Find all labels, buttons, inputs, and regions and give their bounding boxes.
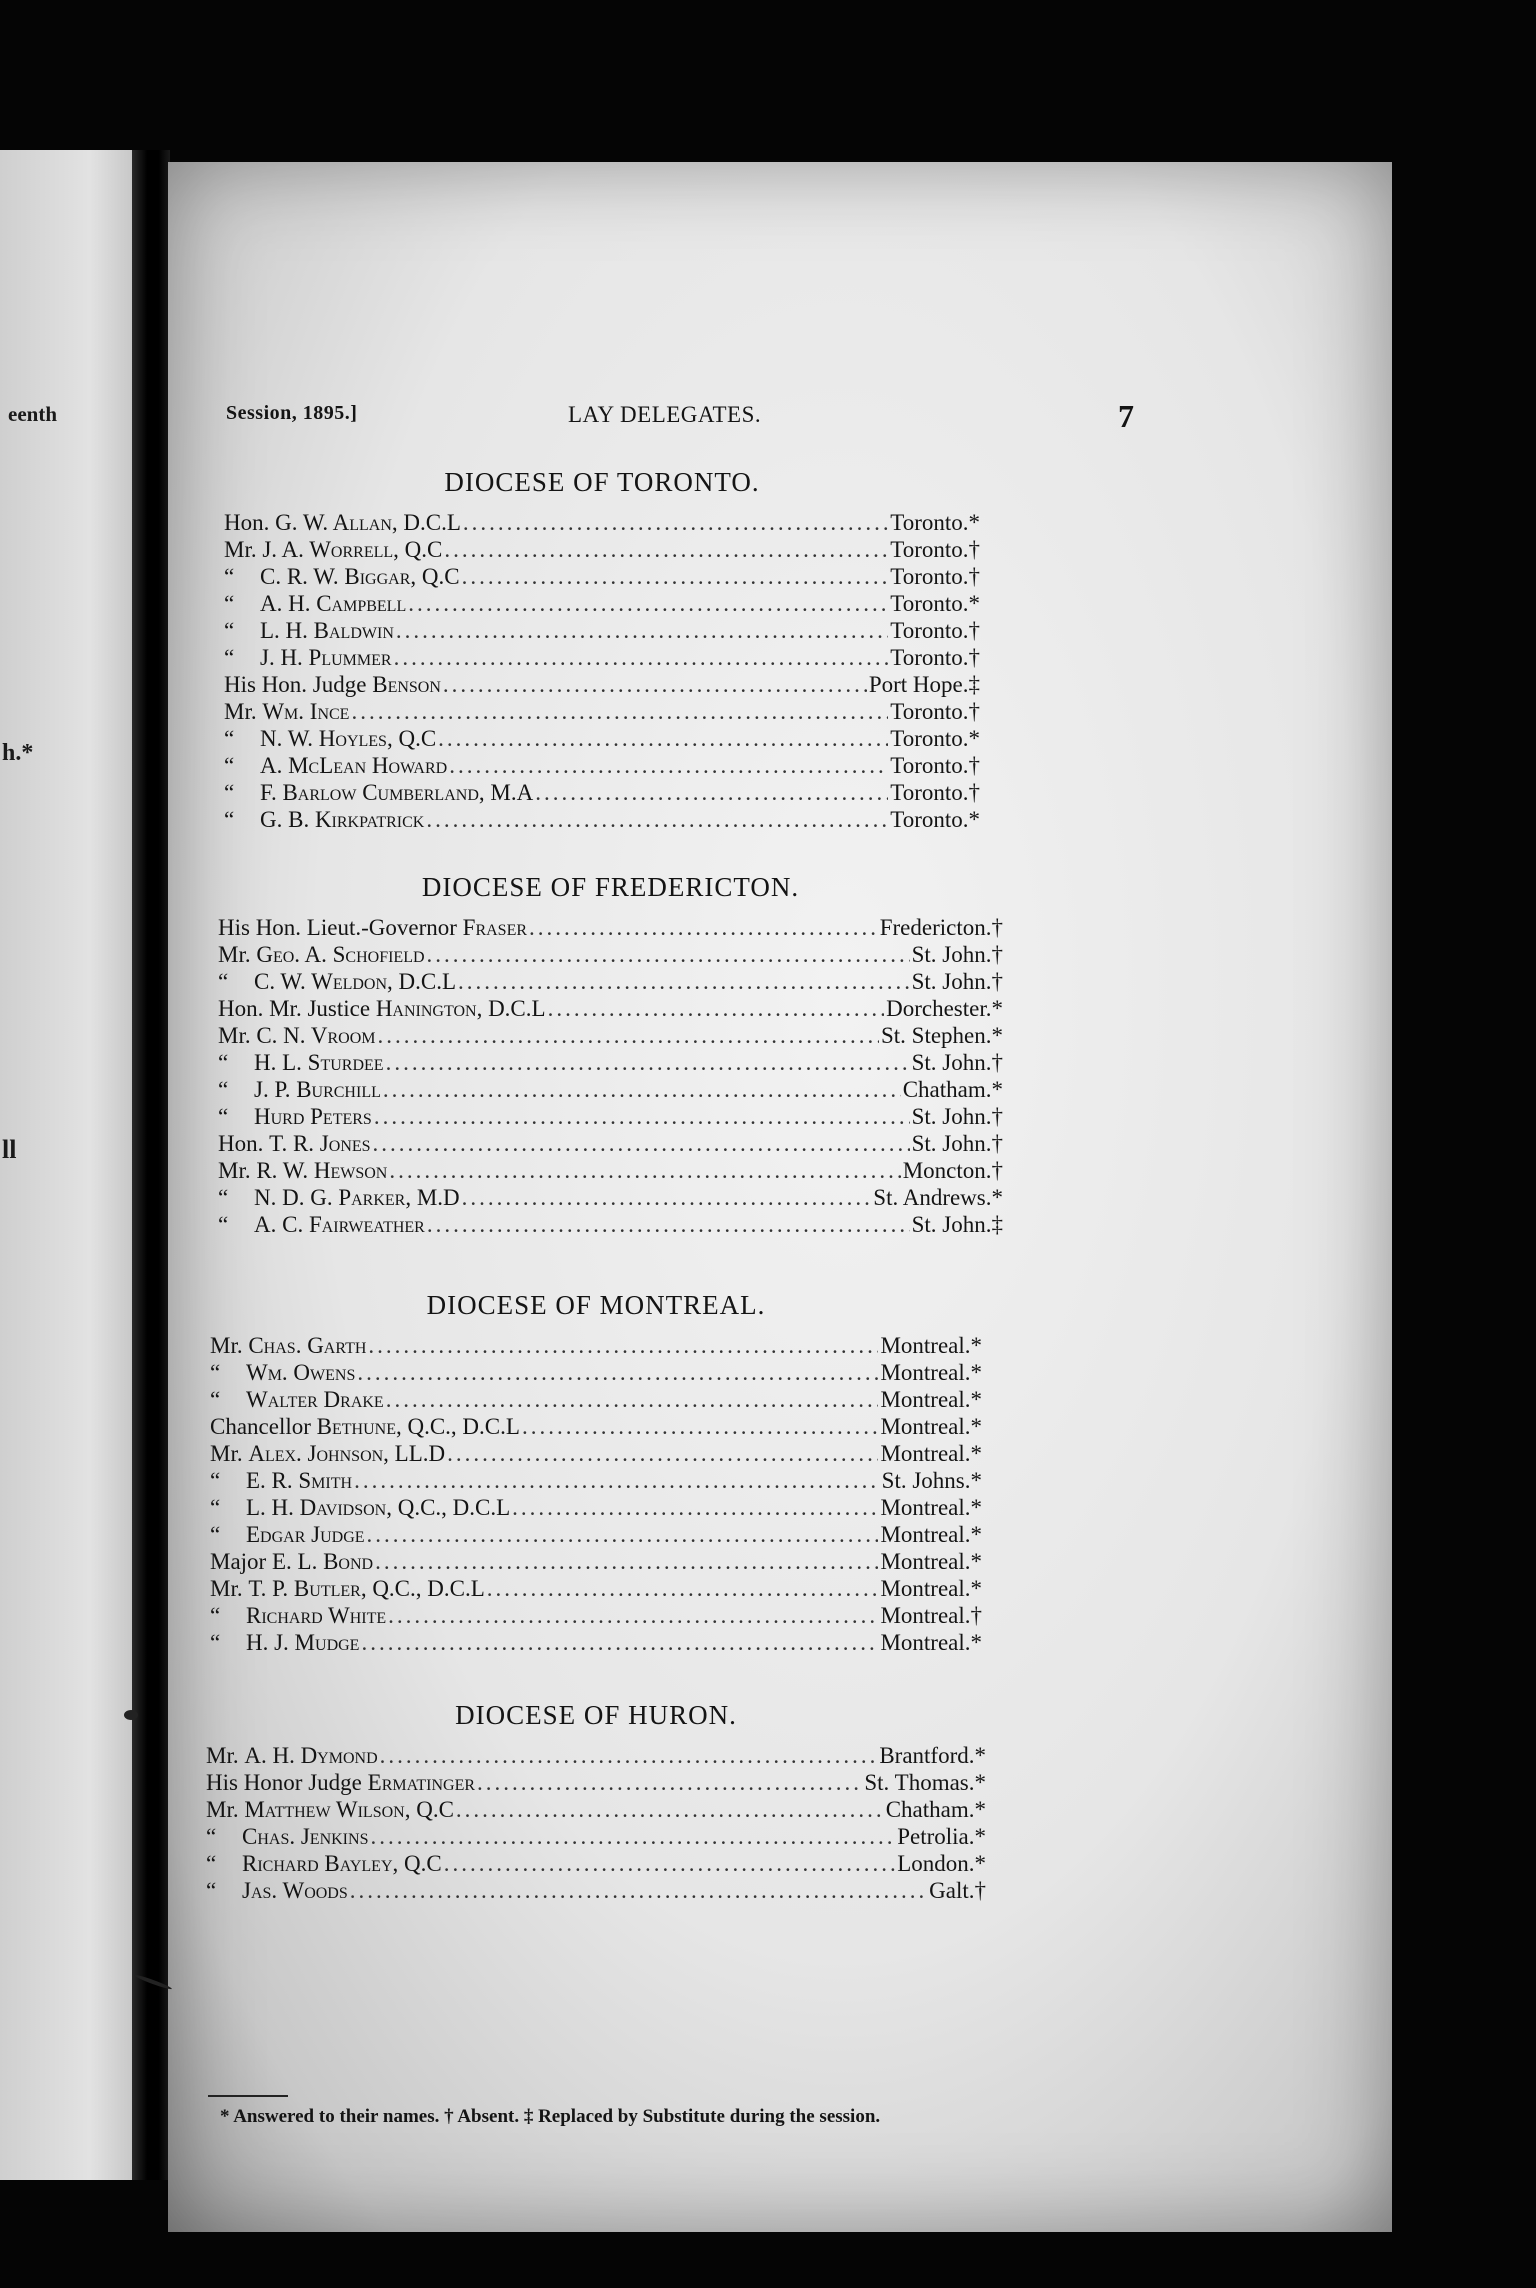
delegate-place: Toronto.† bbox=[890, 537, 980, 562]
delegate-place: St. John.† bbox=[911, 942, 1003, 967]
ditto-mark: “ bbox=[224, 591, 235, 616]
delegate-row bbox=[224, 699, 980, 726]
dot-leader bbox=[438, 726, 888, 752]
delegate-name bbox=[218, 1023, 376, 1049]
delegate-place: Montreal.* bbox=[880, 1360, 982, 1385]
delegate-title: Chancellor bbox=[210, 1414, 311, 1439]
delegate-title: Hon. Mr. Justice bbox=[218, 996, 371, 1021]
delegate-place: Port Hope.‡ bbox=[868, 672, 980, 697]
delegate-name bbox=[206, 1851, 442, 1877]
delegate-name bbox=[210, 1576, 485, 1602]
delegate-name bbox=[210, 1414, 520, 1440]
dot-leader bbox=[378, 1023, 879, 1049]
delegate-surname: Hurd Peters bbox=[254, 1104, 372, 1129]
delegate-surname: C. R. W. Biggar, Q.C bbox=[260, 564, 460, 589]
running-header-session: Session, 1895.] bbox=[226, 402, 358, 424]
delegate-place: Galt.† bbox=[929, 1878, 986, 1903]
delegate-title: His Hon. Judge bbox=[224, 672, 367, 697]
delegate-place: St. John.‡ bbox=[911, 1212, 1003, 1237]
delegate-place: Toronto.† bbox=[890, 564, 980, 589]
delegate-title: Mr. bbox=[206, 1797, 239, 1822]
delegate-place: Petrolia.* bbox=[897, 1824, 986, 1849]
dot-leader bbox=[447, 1441, 878, 1467]
delegate-row bbox=[210, 1414, 982, 1441]
delegate-row bbox=[206, 1878, 986, 1905]
book-gutter bbox=[132, 150, 170, 2180]
delegate-name bbox=[210, 1522, 365, 1548]
delegate-name bbox=[206, 1770, 475, 1796]
ditto-mark: “ bbox=[210, 1603, 221, 1628]
delegate-place: St. Andrews.* bbox=[873, 1185, 1003, 1210]
delegate-surname: T. R. Jones bbox=[269, 1131, 371, 1156]
dot-leader bbox=[426, 807, 888, 833]
dot-leader bbox=[389, 1158, 900, 1184]
ditto-mark: “ bbox=[218, 969, 229, 994]
delegate-name bbox=[224, 510, 461, 536]
delegate-place: Montreal.* bbox=[880, 1441, 982, 1466]
delegate-place: Toronto.* bbox=[890, 807, 980, 832]
delegate-name bbox=[224, 699, 349, 725]
ditto-mark: “ bbox=[210, 1522, 221, 1547]
dot-leader bbox=[458, 969, 910, 995]
delegate-surname: C. W. Weldon, D.C.L bbox=[254, 969, 457, 994]
delegate-row bbox=[218, 969, 1003, 996]
dot-leader bbox=[477, 1770, 862, 1796]
delegate-place: Montreal.* bbox=[880, 1576, 982, 1601]
delegate-surname: G. W. Allan, D.C.L bbox=[275, 510, 461, 535]
delegate-surname: R. W. Hewson bbox=[256, 1158, 388, 1183]
delegate-row bbox=[210, 1387, 982, 1414]
delegate-row bbox=[224, 780, 980, 807]
delegate-name bbox=[224, 807, 424, 833]
left-page-fragment: ll bbox=[2, 1135, 17, 1164]
delegate-row bbox=[210, 1630, 982, 1657]
dot-leader bbox=[386, 1387, 879, 1413]
delegate-place: Montreal.† bbox=[880, 1603, 982, 1628]
delegate-name bbox=[210, 1468, 352, 1494]
delegate-name bbox=[224, 564, 460, 590]
delegate-surname: E. R. Smith bbox=[246, 1468, 353, 1493]
dot-leader bbox=[443, 672, 867, 698]
delegate-row bbox=[224, 537, 980, 564]
left-page-fragment: h.* bbox=[2, 740, 34, 766]
delegate-row bbox=[224, 564, 980, 591]
delegate-name bbox=[218, 1185, 460, 1211]
dot-leader bbox=[462, 564, 889, 590]
delegate-surname: Alex. Johnson, LL.D bbox=[248, 1441, 446, 1466]
delegate-place: London.* bbox=[897, 1851, 986, 1876]
delegate-place: St. Johns.* bbox=[881, 1468, 982, 1493]
section-heading: DIOCESE OF HURON. bbox=[455, 1700, 737, 1730]
delegate-row bbox=[224, 672, 980, 699]
dot-leader bbox=[529, 915, 878, 941]
delegate-row bbox=[224, 618, 980, 645]
delegate-title: Mr. bbox=[206, 1743, 239, 1768]
delegate-row bbox=[218, 915, 1003, 942]
dot-leader bbox=[361, 1630, 878, 1656]
delegate-list bbox=[218, 915, 1003, 1239]
delegate-surname: Ermatinger bbox=[367, 1770, 476, 1795]
delegate-row bbox=[210, 1603, 982, 1630]
delegate-row bbox=[206, 1797, 986, 1824]
delegate-surname: Fraser bbox=[462, 915, 528, 940]
dot-leader bbox=[383, 1077, 901, 1103]
delegate-name bbox=[224, 537, 442, 563]
delegate-row bbox=[210, 1441, 982, 1468]
dot-leader bbox=[444, 537, 888, 563]
delegate-title: His Hon. Lieut.-Governor bbox=[218, 915, 457, 940]
dot-leader bbox=[427, 942, 910, 968]
delegate-surname: Chas. Garth bbox=[248, 1333, 367, 1358]
delegate-place: Montreal.* bbox=[880, 1333, 982, 1358]
dot-leader bbox=[374, 1104, 910, 1130]
delegate-surname: Richard Bayley, Q.C bbox=[242, 1851, 442, 1876]
delegate-surname: G. B. Kirkpatrick bbox=[260, 807, 425, 832]
delegate-name bbox=[210, 1387, 384, 1413]
delegate-row bbox=[218, 1050, 1003, 1077]
ditto-mark: “ bbox=[218, 1050, 229, 1075]
delegate-title: His Honor Judge bbox=[206, 1770, 362, 1795]
delegate-place: Chatham.* bbox=[885, 1797, 986, 1822]
delegate-surname: Wm. Owens bbox=[246, 1360, 356, 1385]
delegate-row bbox=[224, 510, 980, 537]
delegate-name bbox=[210, 1603, 386, 1629]
delegate-row bbox=[218, 1077, 1003, 1104]
ink-speck bbox=[124, 1710, 138, 1720]
delegate-surname: A. H. Dymond bbox=[244, 1743, 378, 1768]
ditto-mark: “ bbox=[210, 1630, 221, 1655]
delegate-row bbox=[206, 1851, 986, 1878]
delegate-title: Mr. bbox=[210, 1441, 243, 1466]
delegate-name bbox=[218, 1131, 371, 1157]
delegate-place: St. John.† bbox=[911, 1050, 1003, 1075]
delegate-surname: C. N. Vroom bbox=[256, 1023, 376, 1048]
delegate-row bbox=[210, 1576, 982, 1603]
left-facing-page bbox=[0, 150, 150, 2180]
delegate-row bbox=[218, 1158, 1003, 1185]
delegate-surname: H. L. Sturdee bbox=[254, 1050, 384, 1075]
delegate-place: St. Thomas.* bbox=[864, 1770, 986, 1795]
dot-leader bbox=[408, 591, 888, 617]
delegate-name bbox=[218, 996, 546, 1022]
delegate-name bbox=[218, 1050, 384, 1076]
delegate-surname: F. Barlow Cumberland, M.A bbox=[260, 780, 534, 805]
delegate-surname: J. H. Plummer bbox=[260, 645, 392, 670]
delegate-place: Montreal.* bbox=[880, 1522, 982, 1547]
ditto-mark: “ bbox=[224, 807, 235, 832]
ditto-mark: “ bbox=[224, 726, 235, 751]
delegate-row bbox=[210, 1468, 982, 1495]
delegate-row bbox=[206, 1743, 986, 1770]
delegate-surname: Wm. Ince bbox=[262, 699, 350, 724]
delegate-name bbox=[218, 1212, 425, 1238]
delegate-surname: J. A. Worrell, Q.C bbox=[262, 537, 443, 562]
ditto-mark: “ bbox=[224, 753, 235, 778]
delegate-place: Montreal.* bbox=[880, 1549, 982, 1574]
delegate-name bbox=[210, 1333, 366, 1359]
delegate-name bbox=[224, 780, 533, 806]
delegate-place: Toronto.† bbox=[890, 780, 980, 805]
delegate-name bbox=[224, 672, 441, 698]
delegate-surname: Bethune, Q.C., D.C.L bbox=[316, 1414, 520, 1439]
delegate-row bbox=[224, 591, 980, 618]
delegate-place: Montreal.* bbox=[880, 1630, 982, 1655]
delegate-row bbox=[218, 1212, 1003, 1239]
delegate-name bbox=[218, 1104, 372, 1130]
delegate-row bbox=[218, 1185, 1003, 1212]
dot-leader bbox=[449, 753, 888, 779]
delegate-place: Toronto.† bbox=[890, 699, 980, 724]
ditto-mark: “ bbox=[224, 618, 235, 643]
dot-leader bbox=[394, 645, 889, 671]
delegate-place: Toronto.† bbox=[890, 645, 980, 670]
delegate-surname: Richard White bbox=[246, 1603, 387, 1628]
delegate-row bbox=[206, 1770, 986, 1797]
dot-leader bbox=[370, 1824, 895, 1850]
delegate-name bbox=[210, 1441, 445, 1467]
running-header-title: LAY DELEGATES. bbox=[568, 402, 762, 427]
dot-leader bbox=[512, 1495, 878, 1521]
delegate-row bbox=[218, 1104, 1003, 1131]
section-diocese-montreal bbox=[210, 1290, 982, 1657]
delegate-place: Montreal.* bbox=[880, 1414, 982, 1439]
delegate-name bbox=[218, 969, 456, 995]
dot-leader bbox=[444, 1851, 895, 1877]
dot-leader bbox=[350, 1878, 927, 1904]
delegate-name bbox=[210, 1495, 510, 1521]
ditto-mark: “ bbox=[206, 1878, 217, 1903]
delegate-name bbox=[206, 1824, 368, 1850]
delegate-list bbox=[210, 1333, 982, 1657]
dot-leader bbox=[456, 1797, 884, 1823]
footnote-rule bbox=[208, 2095, 288, 2097]
delegate-row bbox=[218, 1023, 1003, 1050]
delegate-surname: A. C. Fairweather bbox=[254, 1212, 425, 1237]
delegate-place: Toronto.† bbox=[890, 753, 980, 778]
delegate-place: Chatham.* bbox=[902, 1077, 1003, 1102]
delegate-row bbox=[218, 942, 1003, 969]
ditto-mark: “ bbox=[210, 1360, 221, 1385]
section-diocese-toronto bbox=[224, 467, 980, 834]
delegate-place: Fredericton.† bbox=[879, 915, 1003, 940]
delegate-surname: A. McLean Howard bbox=[260, 753, 448, 778]
delegate-place: St. John.† bbox=[911, 969, 1003, 994]
ditto-mark: “ bbox=[218, 1104, 229, 1129]
document-page bbox=[168, 162, 1392, 2232]
ditto-mark: “ bbox=[224, 564, 235, 589]
delegate-surname: T. P. Butler, Q.C., D.C.L bbox=[248, 1576, 485, 1601]
delegate-name bbox=[224, 591, 406, 617]
dot-leader bbox=[522, 1414, 879, 1440]
section-heading: DIOCESE OF TORONTO. bbox=[444, 467, 760, 497]
delegate-name bbox=[224, 726, 436, 752]
dot-leader bbox=[351, 699, 888, 725]
delegate-name bbox=[224, 753, 447, 779]
delegate-row bbox=[224, 807, 980, 834]
delegate-title: Mr. bbox=[210, 1333, 243, 1358]
delegate-title: Hon. bbox=[218, 1131, 264, 1156]
delegate-row bbox=[210, 1360, 982, 1387]
ditto-mark: “ bbox=[206, 1851, 217, 1876]
delegate-name bbox=[224, 645, 392, 671]
delegate-row bbox=[224, 753, 980, 780]
ditto-mark: “ bbox=[218, 1185, 229, 1210]
ditto-mark: “ bbox=[206, 1824, 217, 1849]
delegate-place: Toronto.* bbox=[890, 726, 980, 751]
delegate-surname: Matthew Wilson, Q.C bbox=[244, 1797, 454, 1822]
delegate-surname: Chas. Jenkins bbox=[242, 1824, 369, 1849]
delegate-title: Mr. bbox=[218, 1158, 251, 1183]
dot-leader bbox=[368, 1333, 878, 1359]
delegate-title: Hon. bbox=[224, 510, 270, 535]
ditto-mark: “ bbox=[210, 1495, 221, 1520]
delegate-name bbox=[206, 1797, 454, 1823]
delegate-name bbox=[210, 1630, 359, 1656]
delegate-name bbox=[206, 1878, 348, 1904]
delegate-row bbox=[210, 1495, 982, 1522]
delegate-title: Major bbox=[210, 1549, 267, 1574]
dot-leader bbox=[462, 1185, 872, 1211]
delegate-name bbox=[218, 942, 425, 968]
ditto-mark: “ bbox=[224, 780, 235, 805]
delegate-surname: Hanington, D.C.L bbox=[375, 996, 546, 1021]
delegate-surname: E. L. Bond bbox=[271, 1549, 374, 1574]
dot-leader bbox=[463, 510, 888, 536]
section-heading: DIOCESE OF MONTREAL. bbox=[426, 1290, 766, 1320]
dot-leader bbox=[375, 1549, 878, 1575]
delegate-place: Brantford.* bbox=[879, 1743, 986, 1768]
delegate-name bbox=[218, 1158, 387, 1184]
dot-leader bbox=[354, 1468, 880, 1494]
delegate-title: Mr. bbox=[224, 537, 257, 562]
delegate-row bbox=[210, 1549, 982, 1576]
ditto-mark: “ bbox=[210, 1468, 221, 1493]
delegate-list bbox=[224, 510, 980, 834]
delegate-surname: A. H. Campbell bbox=[260, 591, 407, 616]
delegate-row bbox=[224, 645, 980, 672]
dot-leader bbox=[357, 1360, 878, 1386]
delegate-surname: J. P. Burchill bbox=[254, 1077, 381, 1102]
delegate-title: Mr. bbox=[218, 942, 251, 967]
ditto-mark: “ bbox=[210, 1387, 221, 1412]
delegate-place: Dorchester.* bbox=[886, 996, 1003, 1021]
section-heading: DIOCESE OF FREDERICTON. bbox=[421, 872, 800, 902]
delegate-place: St. John.† bbox=[911, 1104, 1003, 1129]
delegate-name bbox=[218, 1077, 381, 1103]
delegate-title: Mr. bbox=[218, 1023, 251, 1048]
delegate-row bbox=[218, 1131, 1003, 1158]
dot-leader bbox=[388, 1603, 878, 1629]
delegate-row bbox=[210, 1333, 982, 1360]
delegate-surname: L. H. Davidson, Q.C., D.C.L bbox=[246, 1495, 511, 1520]
delegate-surname: Edgar Judge bbox=[246, 1522, 365, 1547]
delegate-title: Mr. bbox=[210, 1576, 243, 1601]
delegate-place: St. John.† bbox=[911, 1131, 1003, 1156]
delegate-surname: Geo. A. Schofield bbox=[256, 942, 425, 967]
delegate-place: Toronto.* bbox=[890, 510, 980, 535]
delegate-place: Montreal.* bbox=[880, 1387, 982, 1412]
delegate-name bbox=[206, 1743, 378, 1769]
delegate-surname: N. W. Hoyles, Q.C bbox=[260, 726, 437, 751]
dot-leader bbox=[427, 1212, 910, 1238]
dot-leader bbox=[373, 1131, 910, 1157]
delegate-surname: Benson bbox=[372, 672, 441, 697]
delegate-place: Toronto.* bbox=[890, 591, 980, 616]
section-diocese-fredericton bbox=[218, 872, 1003, 1239]
delegate-name bbox=[224, 618, 394, 644]
delegate-surname: H. J. Mudge bbox=[246, 1630, 360, 1655]
delegate-surname: Jas. Woods bbox=[242, 1878, 348, 1903]
dot-leader bbox=[548, 996, 885, 1022]
dot-leader bbox=[367, 1522, 879, 1548]
delegate-row bbox=[210, 1522, 982, 1549]
dot-leader bbox=[396, 618, 888, 644]
page-number: 7 bbox=[1118, 398, 1135, 434]
delegate-row bbox=[224, 726, 980, 753]
dot-leader bbox=[535, 780, 888, 806]
dot-leader bbox=[386, 1050, 910, 1076]
ditto-mark: “ bbox=[218, 1077, 229, 1102]
delegate-place: Moncton.† bbox=[902, 1158, 1003, 1183]
left-page-fragment: eenth bbox=[8, 402, 57, 426]
delegate-place: St. Stephen.* bbox=[880, 1023, 1003, 1048]
delegate-row bbox=[218, 996, 1003, 1023]
footnote: * Answered to their names. † Absent. ‡ Replaced by Substitute during the session. bbox=[220, 2106, 881, 2127]
delegate-name bbox=[210, 1549, 373, 1575]
delegate-list bbox=[206, 1743, 986, 1905]
dot-leader bbox=[380, 1743, 878, 1769]
delegate-name bbox=[210, 1360, 355, 1386]
delegate-surname: Walter Drake bbox=[246, 1387, 384, 1412]
delegate-place: Toronto.† bbox=[890, 618, 980, 643]
dot-leader bbox=[487, 1576, 879, 1602]
delegate-title: Mr. bbox=[224, 699, 257, 724]
delegate-surname: L. H. Baldwin bbox=[260, 618, 394, 643]
delegate-place: Montreal.* bbox=[880, 1495, 982, 1520]
ditto-mark: “ bbox=[224, 645, 235, 670]
delegate-surname: N. D. G. Parker, M.D bbox=[254, 1185, 460, 1210]
delegate-name bbox=[218, 915, 527, 941]
section-diocese-huron bbox=[206, 1700, 986, 1905]
delegate-row bbox=[206, 1824, 986, 1851]
ditto-mark: “ bbox=[218, 1212, 229, 1237]
